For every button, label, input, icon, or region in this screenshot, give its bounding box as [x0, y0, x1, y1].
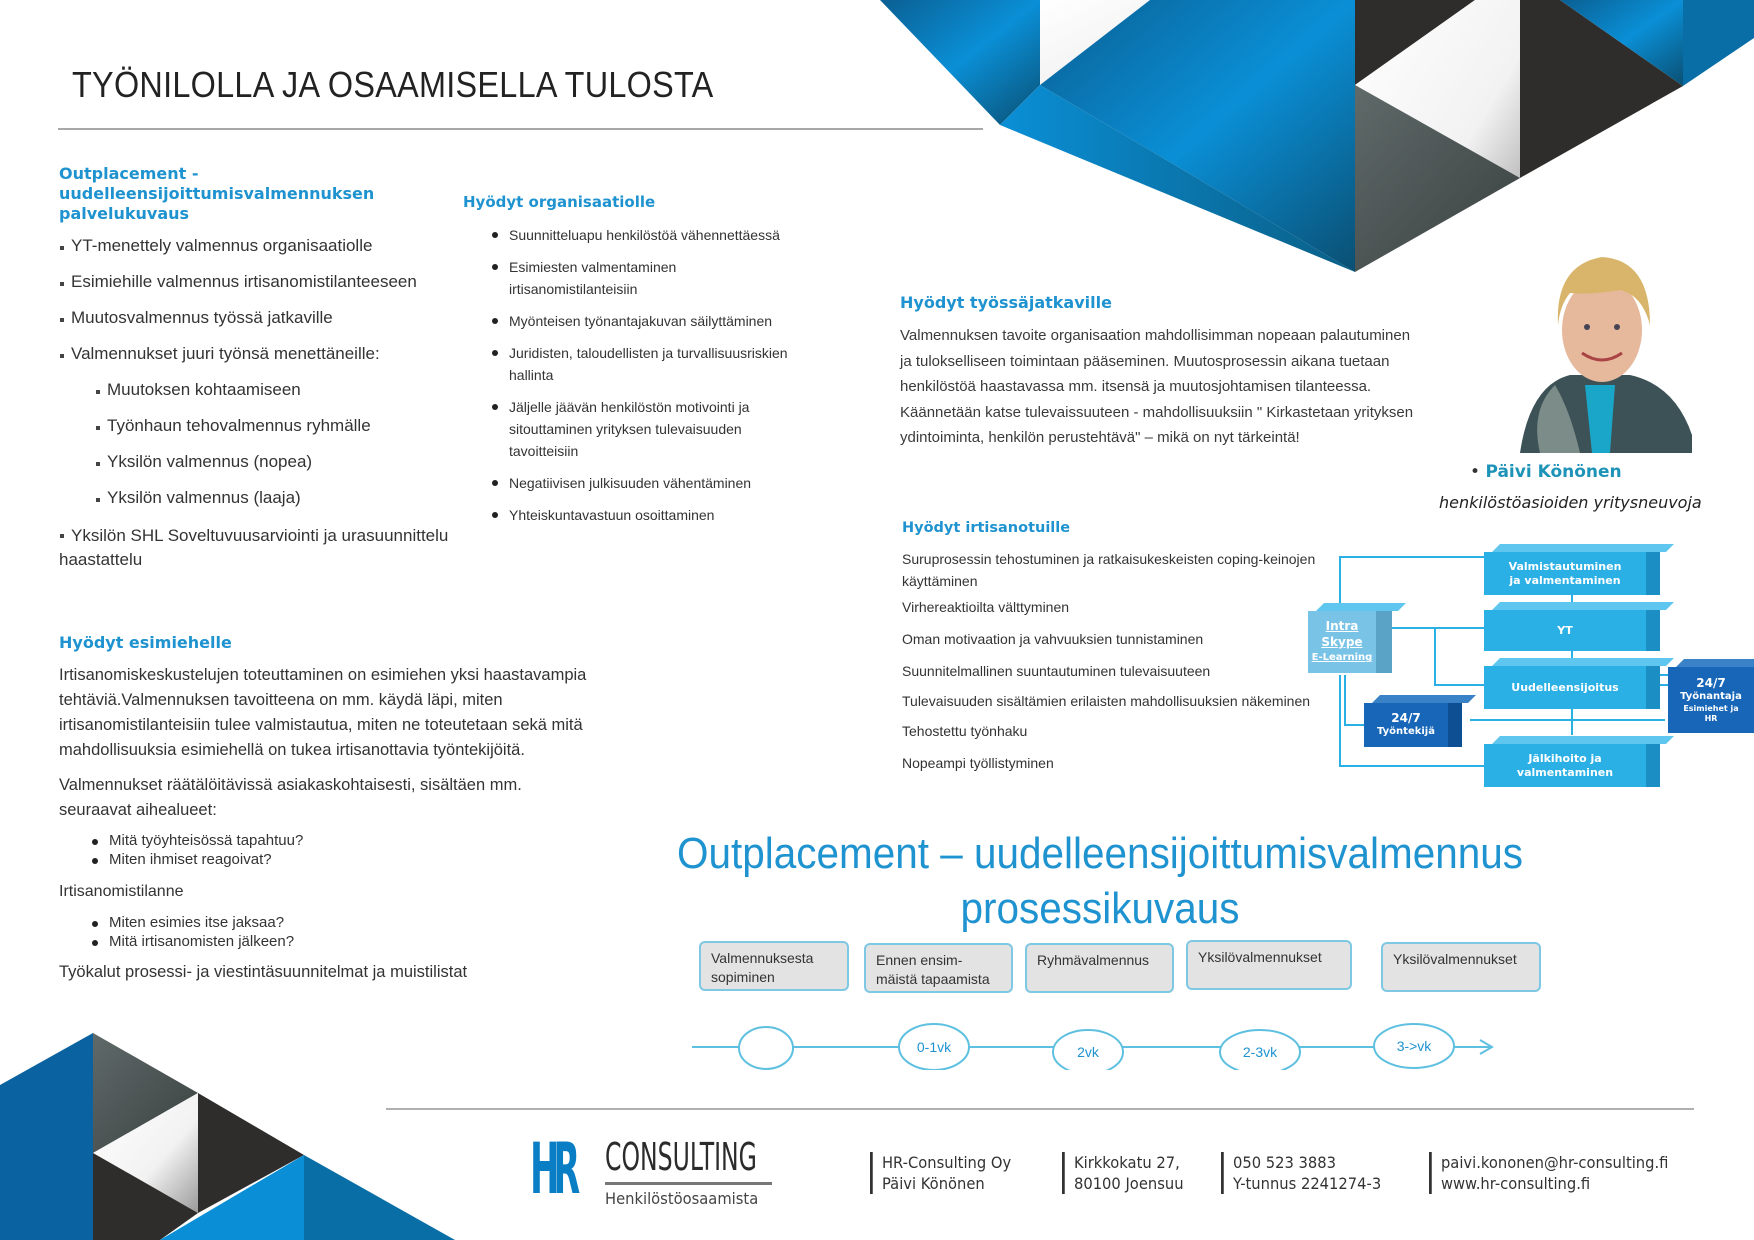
- contact-person-name: Päivi Könönen: [1485, 462, 1622, 482]
- dismissed-benefits-heading: Hyödyt irtisanotuille: [902, 520, 1071, 536]
- employer-box-line: 24/7: [1696, 676, 1726, 690]
- process-timeline: [680, 1020, 1520, 1070]
- service-sub-list: [95, 380, 459, 524]
- top-triangle-group: [880, 0, 1754, 272]
- diagram-channels-text: [1312, 618, 1373, 666]
- organisation-benefits-list: [492, 224, 823, 526]
- service-heading-line: uudelleensijoittumisvalmennuksen: [59, 184, 375, 203]
- process-step: [1381, 942, 1541, 992]
- list-item: Muutoksen kohtaamiseen: [95, 380, 459, 416]
- list-item: Esimiesten valmentaminen irtisanomistilanteisiin: [492, 256, 719, 300]
- diagram-stage-preparation: [1484, 552, 1660, 595]
- list-item: Muutosvalmennus työssä jatkaville: [59, 308, 459, 344]
- contact-person-name-row: [1470, 462, 1622, 482]
- channel-intra: Intra: [1325, 619, 1359, 633]
- list-item: Yksilön valmennus (laaja): [95, 488, 459, 524]
- list-item: Myönteisen työnantajakuvan säilyttäminen: [492, 310, 823, 332]
- diagram-stage-relocation: [1484, 666, 1660, 709]
- continuing-benefits-section: [900, 293, 1460, 451]
- footer-divider: [386, 1108, 1694, 1110]
- list-item: Virhereaktioilta välttyminen: [902, 599, 1070, 615]
- footer-business-id: Y-tunnus 2241274-3: [1232, 1174, 1382, 1193]
- employer-box-line: Esimiehet ja: [1683, 704, 1739, 713]
- timeline-label: 2-3vk: [1242, 1044, 1278, 1060]
- footer-phone: 050 523 3883: [1232, 1153, 1336, 1172]
- dismissed-benefits-section: [902, 518, 1342, 774]
- footer-company: HR-Consulting Oy: [881, 1153, 1012, 1172]
- stage-text-line: ja valmentaminen: [1509, 573, 1621, 587]
- list-item: Jäljelle jäävän henkilöstön motivointi ja sitouttaminen yrityksen tulevaisuuden tavoitteisiin: [492, 396, 779, 462]
- diagram-employer-box: [1668, 667, 1754, 733]
- continuing-benefits-heading: Hyödyt työssäjatkaville: [900, 293, 1112, 312]
- bullet-icon: •: [1470, 462, 1486, 482]
- list-item: Mitä työyhteisössä tapahtuu?: [92, 831, 619, 850]
- footer-city: 80100 Joensuu: [1073, 1174, 1184, 1193]
- process-step-line: Valmennuksesta: [711, 950, 814, 966]
- continuing-benefits-text: [900, 323, 1460, 451]
- employer-box-text: [1680, 676, 1742, 724]
- stage-text-line: valmentaminen: [1516, 765, 1614, 779]
- list-item: [59, 524, 459, 548]
- list-item: Valmennukset juuri työnsä menettäneille:: [59, 344, 459, 380]
- company-logo: [530, 1128, 780, 1215]
- list-item: Työnhaun tehovalmennus ryhmälle: [95, 416, 459, 452]
- process-step-line: sopiminen: [711, 969, 775, 985]
- service-heading-line: palvelukuvaus: [59, 204, 190, 223]
- stage-aftercare-text: [1517, 752, 1613, 780]
- process-step-line: Ryhmävalmennus: [1037, 952, 1150, 968]
- employer-box-line: HR: [1704, 714, 1718, 723]
- text-line: ja tulokselliseen toimintaan pääseminen. Muutosprosessin aikana tuetaan: [900, 352, 1390, 370]
- stage-text-line: YT: [1557, 623, 1573, 637]
- process-step: [1025, 943, 1174, 993]
- supervisor-benefits-heading: Hyödyt esimiehelle: [59, 633, 232, 652]
- footer-web-info: [1429, 1152, 1668, 1194]
- list-item: Negatiivisen julkisuuden vähentäminen: [492, 472, 823, 494]
- list-item: Esimiehille valmennus irtisanomistilanteeseen: [59, 272, 459, 308]
- footer-email-link[interactable]: paivi.kononen@hr-consulting.fi: [1440, 1153, 1669, 1172]
- footer-phone-info: [1221, 1152, 1381, 1194]
- contact-person-role: henkilöstöasioiden yritysneuvoja: [1439, 493, 1702, 512]
- logo-tagline: Henkilöstöosaamista: [605, 1189, 759, 1208]
- timeline-label: 3->vk: [1396, 1038, 1432, 1054]
- timeline-node: [739, 1027, 793, 1069]
- list-item-line: Yksilön SHL Soveltuvuusarviointi ja urasuunnittelu: [71, 526, 449, 545]
- employer-box-line: Työnantaja: [1680, 691, 1742, 702]
- employee-box-line: Työntekijä: [1377, 726, 1435, 737]
- list-item: Yksilön valmennus (nopea): [95, 452, 459, 488]
- page-title: TYÖNILOLLA JA OSAAMISELLA TULOSTA: [72, 64, 714, 105]
- supervisor-topics-2: [92, 913, 619, 951]
- list-item: Tehostettu työnhaku: [902, 723, 1028, 739]
- list-item: Suruprosessin tehostuminen ja ratkaisukeskeisten coping-keinojen käyttäminen: [902, 551, 1316, 589]
- process-step: [699, 941, 849, 991]
- supervisor-topics-1: [92, 831, 619, 869]
- list-item: Tulevaisuuden sisältämien erilaisten mahdollisuuksien näkeminen: [902, 693, 1311, 709]
- process-title: [600, 826, 1600, 936]
- list-item: Mitä irtisanomisten jälkeen?: [92, 932, 619, 951]
- employee-box-line: 24/7: [1391, 711, 1421, 725]
- list-item: Oman motivaation ja vahvuuksien tunnistaminen: [902, 631, 1204, 647]
- list-item: YT-menettely valmennus organisaatiolle: [59, 236, 459, 272]
- stage-preparation-text: [1509, 560, 1622, 588]
- diagram-stage-aftercare: [1484, 744, 1660, 787]
- bottom-left-triangle-group: [0, 1033, 455, 1240]
- organisation-benefits-section: [463, 192, 823, 526]
- diagram-stage-yt: [1484, 610, 1660, 651]
- service-last-list: [59, 524, 459, 548]
- process-step: [864, 943, 1013, 993]
- footer-address: [1062, 1152, 1184, 1194]
- supervisor-tools: Työkalut prosessi- ja viestintäsuunnitelmat ja muistilistat: [59, 963, 468, 981]
- list-item: Suunnitelmallinen suuntautuminen tulevaisuuteen: [902, 663, 1211, 679]
- list-item: Suunnitteluapu henkilöstöä vähennettäessä: [492, 224, 823, 246]
- list-item: Juridisten, taloudellisten ja turvallisuusriskien hallinta: [492, 342, 819, 386]
- diagram-employee-box: [1364, 703, 1462, 747]
- footer-street: Kirkkokatu 27,: [1073, 1153, 1180, 1172]
- list-item: Nopeampi työllistyminen: [902, 755, 1054, 771]
- list-item: Yhteiskuntavastuun osoittaminen: [492, 504, 823, 526]
- footer-company-info: [870, 1152, 1011, 1194]
- process-step-line: Yksilövalmennukset: [1393, 951, 1517, 967]
- channel-elearning: E-Learning: [1311, 652, 1373, 663]
- timeline-label: 2vk: [1077, 1044, 1099, 1060]
- text-line: Valmennuksen tavoite organisaation mahdollisimman nopeaan palautuminen: [900, 327, 1411, 344]
- process-step-line: Ennen ensim-: [876, 952, 963, 968]
- service-heading-line: Outplacement -: [59, 164, 199, 183]
- stage-text-line: Valmistautuminen: [1508, 559, 1622, 573]
- list-item: Miten esimies itse jaksaa?: [92, 913, 619, 932]
- footer-website-link[interactable]: www.hr-consulting.fi: [1440, 1174, 1591, 1193]
- supervisor-benefits-section: [59, 633, 619, 982]
- logo-mark: HR: [530, 1128, 575, 1210]
- service-heading: [59, 164, 459, 224]
- supervisor-paragraph-1: Irtisanomiskeskustelujen toteuttaminen on esimiehen yksi haastavampia tehtäviä.Valmennuksen tavoitteena on mm. käydä läpi, miten irtisanomistilanteisiin tulee valmistautua, miten ne toteutetaan sekä mitä mahdollisuuksia esimiehellä on tukea irtisanottavia työntekijöitä.: [59, 666, 587, 759]
- service-description-section: [59, 164, 459, 572]
- portrait-photo: [1510, 235, 1692, 453]
- text-line: Käännetään katse tulevaissuuteen - mahdollisuuksiin " Kirkastetaan yrityksen: [900, 403, 1414, 421]
- supervisor-paragraph-2: Valmennukset räätälöitävissä asiakaskohtaisesti, sisältäen mm. seuraavat aihealueet:: [59, 776, 522, 819]
- service-list: [59, 236, 459, 380]
- list-item: Miten ihmiset reagoivat?: [92, 850, 619, 869]
- diagram-channels-box: [1308, 611, 1392, 673]
- dismissed-benefits-list: [902, 548, 1342, 774]
- text-line: henkilöstöä haastavassa mm. itsensä ja muutosjohtamisen tilanteessa.: [900, 378, 1372, 395]
- process-step-line: Yksilövalmennukset: [1198, 949, 1322, 965]
- stage-text-line: Jälkihoito ja: [1528, 751, 1602, 765]
- title-divider: [58, 128, 983, 130]
- process-title-line: prosessikuvaus: [960, 884, 1240, 933]
- organisation-benefits-heading: Hyödyt organisaatiolle: [463, 193, 656, 211]
- stage-text-line: Uudelleensijoitus: [1511, 680, 1619, 694]
- supervisor-subheading: Irtisanomistilanne: [59, 883, 184, 900]
- list-item-continuation: haastattelu: [59, 550, 143, 569]
- text-line: ydintoiminta, henkilön perustehtävä" – mikä on nyt tärkeintä!: [900, 429, 1300, 446]
- footer-person: Päivi Könönen: [881, 1174, 985, 1193]
- person-photo-icon: [1510, 235, 1692, 453]
- process-step-line: mäistä tapaamista: [876, 971, 990, 987]
- channel-skype: Skype: [1321, 635, 1363, 649]
- process-step: [1186, 940, 1352, 990]
- employee-box-text: [1377, 711, 1435, 739]
- logo-underline: [605, 1182, 772, 1185]
- logo-word: CONSULTING: [605, 1135, 757, 1179]
- timeline-label: 0-1vk: [916, 1039, 952, 1055]
- process-title-line: Outplacement – uudelleensijoittumisvalmennus: [676, 829, 1524, 878]
